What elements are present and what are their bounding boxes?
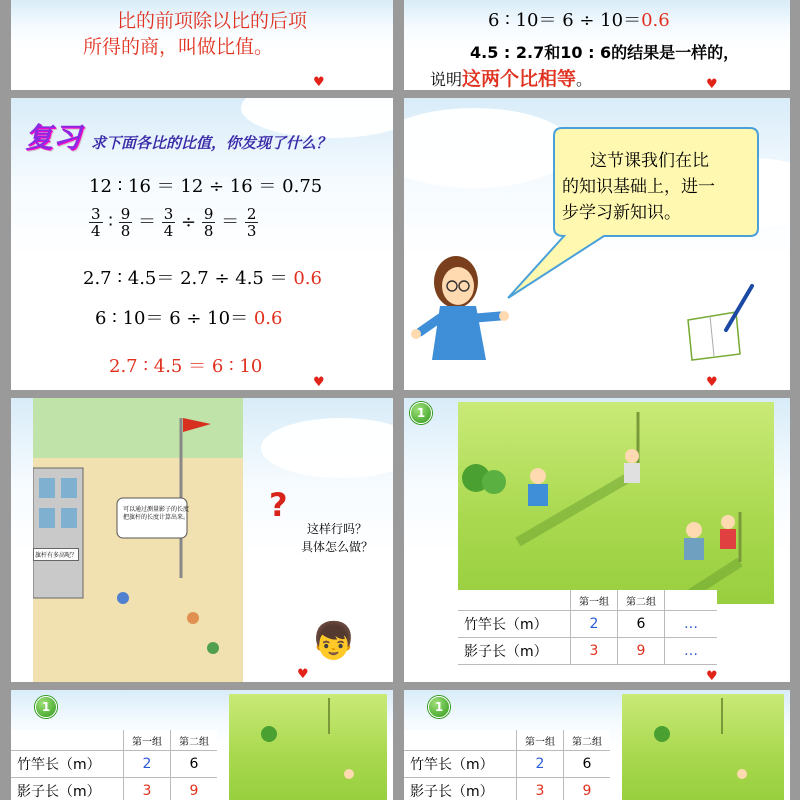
question-line2: 具体怎么做？	[301, 540, 374, 554]
heart-icon: ♥	[313, 375, 325, 390]
slide-flagpole	[11, 398, 393, 682]
schoolyard-illustration	[33, 398, 273, 682]
equation-left: 6 ∶ 10＝ 6 ÷ 10＝	[95, 308, 249, 329]
heart-icon: ♥	[706, 375, 718, 390]
equation-equal-ratios: 2.7 ∶ 4.5 ＝ 6 ∶ 10	[109, 356, 263, 377]
conclusion-prefix: 说明	[430, 70, 463, 89]
equation-12-16: 12 ∶ 16 ＝ 12 ÷ 16 ＝ 0.75	[89, 176, 323, 197]
slide-shadow-table	[404, 398, 790, 682]
review-prompt: 求下面各比的比值，你发现了什么？	[91, 134, 332, 152]
equation-left: 6 ∶ 10＝ 6 ÷ 10＝	[488, 10, 642, 31]
equation-6-10-review	[95, 304, 282, 330]
conclusion-highlight: 这两个比相等	[462, 68, 577, 90]
measurement-table: 第一组 第二组 竹竿长（m） 2 6 … 影子长（m） 3 9 …	[458, 590, 717, 665]
equation-6-10	[488, 6, 670, 32]
slide-table-copy-right	[404, 690, 790, 800]
step-1-badge: 1	[35, 696, 57, 718]
slide-table-copy-left	[11, 690, 393, 800]
speech-bubble-graphic	[404, 98, 790, 390]
slide-teacher	[404, 98, 790, 390]
slide-definition	[11, 0, 393, 90]
bubble-line3: 步学习新知识。	[562, 203, 681, 223]
row-label-pole: 竹竿长（m）	[458, 611, 571, 638]
compare-text: 4.5 : 2.7和10 : 6的结果是一样的，	[470, 43, 740, 62]
header-group1: 第一组	[571, 590, 618, 611]
children-measuring-illustration	[458, 402, 774, 604]
equation-fractions: $\frac{3}{4}$ ∶ $\frac{9}{8}$ ＝ $\frac{3}{4}$ ÷ $\frac{9}{8}$ ＝ $\frac{2}{3}$	[91, 205, 257, 240]
slide-review	[11, 98, 393, 390]
heart-icon: ♥	[313, 75, 325, 90]
slide-conclusion	[404, 0, 790, 90]
measurement-table: 第一组 第二组 竹竿长（m） 2 6 影子长（m） 3 9	[404, 730, 610, 800]
speech-bubble-text: 可以通过测量影子的长度把旗杆的长度计算出来。	[123, 506, 190, 521]
conclusion-suffix: 。	[576, 70, 593, 89]
measurement-table: 第一组 第二组 竹竿长（m） 2 6 影子长（m） 3 9	[11, 730, 217, 800]
grass-scene	[229, 694, 387, 800]
review-badge: 复习	[25, 121, 82, 154]
header-group2: 第二组	[618, 590, 665, 611]
step-1-badge: 1	[428, 696, 450, 718]
flag-question: 旗杆有多高呢？	[33, 548, 79, 561]
definition-line2: 所得的商，叫做比值。	[83, 36, 274, 58]
bubble-line1: 这节课我们在比	[590, 151, 709, 171]
equation-2.7-4.5	[83, 264, 322, 290]
grass-scene	[622, 694, 784, 800]
question-line1: 这样行吗？	[307, 522, 368, 536]
heart-icon: ♥	[297, 667, 309, 682]
equation-value: 0.6	[641, 10, 670, 31]
conclusion-text	[430, 64, 592, 90]
grass-scene	[458, 402, 774, 604]
equation-value: 0.6	[253, 308, 283, 329]
heart-icon: ♥	[706, 669, 718, 682]
row-label-shadow: 影子长（m）	[458, 638, 571, 665]
bubble-line2: 的知识基础上，进一	[562, 177, 715, 197]
heart-icon: ♥	[706, 77, 718, 90]
equation-left: 2.7 ∶ 4.5＝ 2.7 ÷ 4.5 ＝	[83, 268, 288, 289]
student-reading-icon: 👦	[311, 621, 356, 662]
question-mark-icon: ?	[269, 486, 288, 524]
definition-line1: 比的前项除以比的后项	[117, 10, 308, 32]
step-1-badge: 1	[410, 402, 432, 424]
equation-value: 0.6	[293, 268, 322, 289]
